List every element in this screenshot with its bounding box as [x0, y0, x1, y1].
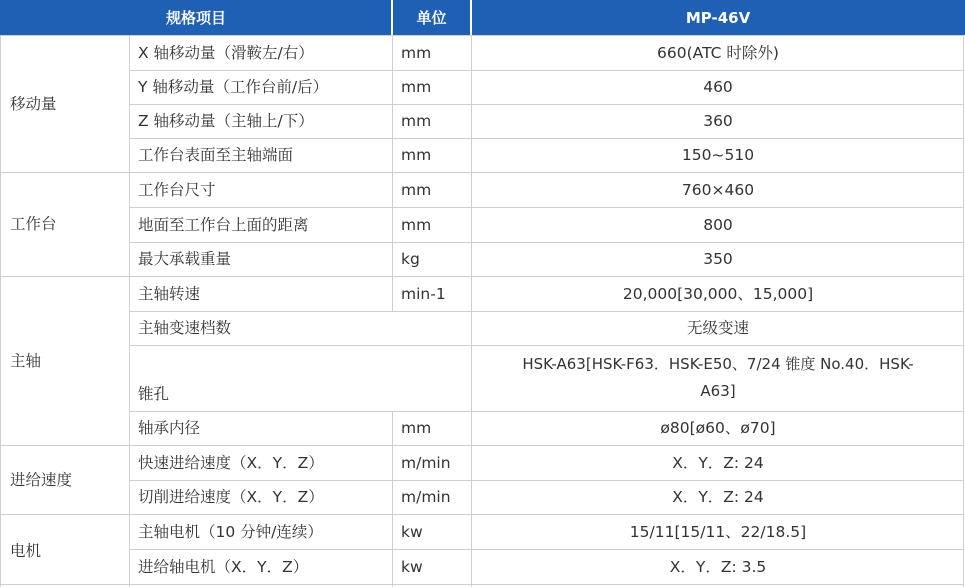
grid-line	[0, 35, 964, 36]
header-item: 规格项目	[0, 0, 392, 35]
row-value: X．Y．Z: 24	[672, 488, 764, 506]
grid-line	[129, 411, 964, 412]
grid-line	[129, 549, 964, 550]
row-item: 主轴电机（10 分钟/连续）	[138, 522, 323, 541]
grid-line	[129, 311, 964, 312]
row-value-line: HSK-A63[HSK-F63．HSK-E50、7/24 锥度 No.40．HSK-	[522, 355, 914, 373]
row-unit: mm	[401, 419, 432, 437]
row-value: 800	[703, 215, 733, 234]
grid-line	[392, 35, 393, 311]
row-item: Z 轴移动量（主轴上/下）	[138, 112, 314, 130]
grid-line	[0, 172, 964, 173]
row-value: 360	[703, 112, 733, 130]
row-value: 150~510	[681, 146, 755, 164]
row-value: 无级变速	[686, 319, 749, 337]
group-feed-rate: 进给速度	[10, 470, 73, 489]
row-unit: m/min	[401, 453, 451, 472]
row-item: 进给轴电机（X．Y．Z）	[138, 557, 309, 576]
grid-line	[0, 35, 1, 587]
row-item: 切削进给速度（X．Y．Z）	[138, 488, 324, 506]
row-item: 快速进给速度（X．Y．Z）	[138, 453, 324, 472]
row-item: 锥孔	[138, 385, 170, 403]
row-value: ø80[ø60、ø70]	[660, 419, 776, 437]
row-value	[471, 345, 965, 411]
row-unit: min-1	[401, 284, 446, 303]
row-item: X 轴移动量（滑鞍左/右）	[138, 44, 314, 62]
row-unit: mm	[401, 146, 432, 164]
row-item: 轴承内径	[138, 419, 201, 437]
grid-line	[0, 584, 964, 585]
row-unit: mm	[401, 78, 432, 96]
header-model: MP-46V	[471, 0, 965, 35]
grid-line	[0, 445, 964, 446]
row-value: 20,000[30,000、15,000]	[622, 284, 814, 303]
header-divider	[391, 0, 393, 35]
grid-line	[129, 480, 964, 481]
row-value: X．Y．Z: 3.5	[669, 557, 767, 576]
group-travel: 移动量	[10, 95, 57, 113]
row-unit: m/min	[401, 488, 451, 506]
row-value: 15/11[15/11、22/18.5]	[629, 522, 807, 541]
row-value: 460	[703, 78, 733, 96]
grid-line	[129, 345, 964, 346]
row-unit: mm	[401, 215, 432, 234]
row-item: 地面至工作台上面的距离	[138, 215, 309, 234]
grid-line	[0, 514, 964, 515]
grid-line	[129, 70, 964, 71]
row-unit: mm	[401, 112, 432, 130]
row-unit: kw	[401, 557, 423, 576]
grid-line	[129, 104, 964, 105]
row-unit: mm	[401, 44, 432, 62]
row-item: 工作台尺寸	[138, 180, 216, 199]
group-motor: 电机	[10, 541, 42, 560]
grid-line	[129, 138, 964, 139]
grid-line	[129, 207, 964, 208]
row-value: 350	[703, 250, 733, 268]
row-value: 760×460	[681, 180, 755, 199]
row-unit: mm	[401, 180, 432, 199]
row-item: 最大承载重量	[138, 250, 232, 268]
row-unit: kw	[401, 522, 423, 541]
row-value: X．Y．Z: 24	[672, 453, 764, 472]
group-spindle: 主轴	[10, 351, 42, 370]
row-value: 660(ATC 时除外)	[657, 44, 779, 62]
group-table: 工作台	[10, 215, 57, 233]
row-item: Y 轴移动量（工作台前/后）	[138, 78, 329, 96]
grid-line	[129, 242, 964, 243]
row-item: 主轴转速	[138, 284, 201, 303]
row-item: 工作台表面至主轴端面	[138, 146, 294, 164]
row-value-line: A63]	[700, 382, 736, 400]
header-unit: 单位	[392, 0, 471, 35]
grid-line	[0, 276, 964, 277]
row-item: 主轴变速档数	[138, 319, 232, 337]
grid-line	[392, 411, 393, 587]
row-unit: kg	[401, 250, 420, 268]
header-divider	[470, 0, 472, 35]
